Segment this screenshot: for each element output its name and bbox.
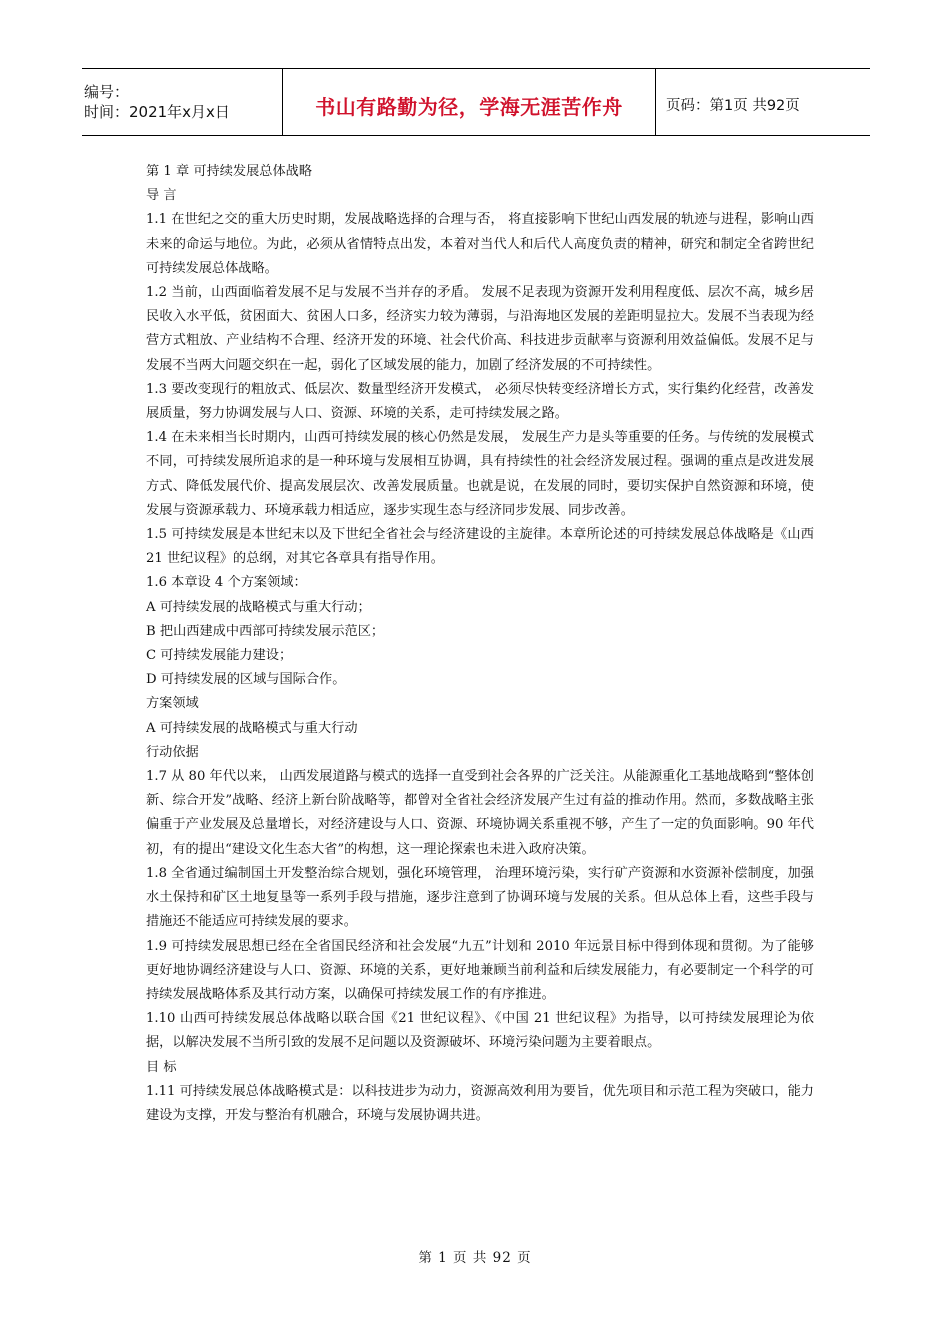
document-number-label: 编号： bbox=[84, 83, 130, 101]
paragraph: 1.6 本章设 4 个方案领域： bbox=[146, 575, 307, 591]
list-item: B 把山西建成中西部可持续发展示范区； bbox=[146, 623, 385, 639]
paragraph: 1.10 山西可持续发展总体战略以联合国《21 世纪议程》、《中国 21 世纪议程》为指导，以可持续发展理论为依据，以解决发展不当所引致的发展不足问题以及资源破坏、环境污染问题为主要着眼点。 bbox=[146, 1011, 814, 1051]
header-motto: 书山有路勤为径，学海无涯苦作舟 bbox=[315, 94, 623, 119]
list-item: C 可持续发展能力建设； bbox=[146, 648, 293, 664]
document-body bbox=[146, 160, 814, 1128]
document-date: 时间：2021年x月x日 bbox=[84, 103, 230, 121]
paragraph: 1.11 可持续发展总体战略模式是：以科技进步为动力，资源高效利用为要旨，优先项目和示范工程为突破口，能力建设为支撑，开发与整治有机融合，环境与发展协调共进。 bbox=[146, 1083, 814, 1123]
header-page-cell bbox=[656, 69, 870, 135]
paragraph: 1.1 在世纪之交的重大历史时期，发展战略选择的合理与否， 将直接影响下世纪山西发展的轨迹与进程，影响山西未来的命运与地位。为此，必须从省情特点出发，本着对当代人和后代人高度负责的精神，研究和制定全省跨世纪可持续发展总体战略。 bbox=[146, 212, 814, 276]
section-heading: A 可持续发展的战略模式与重大行动 bbox=[146, 720, 358, 736]
paragraph: 1.5 可持续发展是本世纪末以及下世纪全省社会与经济建设的主旋律。本章所论述的可持续发展总体战略是《山西 21 世纪议程》的总纲，对其它各章具有指导作用。 bbox=[146, 527, 814, 567]
page-footer: 第 1 页 共 92 页 bbox=[418, 1250, 532, 1266]
paragraph: 1.2 当前，山西面临着发展不足与发展不当并存的矛盾。 发展不足表现为资源开发利用程度低、层次不高，城乡居民收入水平低，贫困面大、贫困人口多，经济实力较为薄弱，与沿海地区发展的差距明显拉大。发展不当表现为经营方式粗放、产业结构不合理、经济开发的环境、社会代价高、科技进步贡献率与资源利用效益偏低。发展不足与发展不当两大问题交织在一起，弱化了区域发展的能力，加剧了经济发展的不可持续性。 bbox=[146, 285, 814, 373]
paragraph: 1.3 要改变现行的粗放式、低层次、数量型经济开发模式， 必须尽快转变经济增长方式，实行集约化经营，改善发展质量，努力协调发展与人口、资源、环境的关系，走可持续发展之路。 bbox=[146, 381, 814, 422]
section-heading: 导 言 bbox=[146, 188, 177, 204]
section-heading: 方案领域 bbox=[146, 696, 199, 712]
list-item: A 可持续发展的战略模式与重大行动； bbox=[146, 599, 371, 615]
paragraph: 1.9 可持续发展思想已经在全省国民经济和社会发展“九五”计划和 2010 年远景目标中得到体现和贯彻。为了能够更好地协调经济建设与人口、资源、环境的关系，更好地兼顾当前利益和后续发展能力，有必要制定一个科学的可持续发展战略体系及其行动方案，以确保可持续发展工作的有序推进。 bbox=[146, 938, 814, 1002]
list-item: D 可持续发展的区域与国际合作。 bbox=[146, 672, 346, 688]
page-header bbox=[82, 68, 870, 136]
header-meta bbox=[82, 69, 282, 135]
paragraph: 1.7 从 80 年代以来， 山西发展道路与模式的选择一直受到社会各界的广泛关注。从能源重化工基地战略到“整体创新、综合开发”战略、经济上新台阶战略等，都曾对全省社会经济发展产生过有益的推动作用。然而，多数战略主张偏重于产业发展及总量增长，对经济建设与人口、资源、环境协调关系重视不够，产生了一定的负面影响。90 年代初，有的提出“建设文化生态大省”的构想，这一理论探索也未进入政府决策。 bbox=[146, 769, 814, 857]
section-heading: 目 标 bbox=[146, 1059, 177, 1075]
header-motto-cell bbox=[282, 69, 656, 135]
chapter-title: 第 1 章 可持续发展总体战略 bbox=[146, 164, 313, 179]
paragraph: 1.4 在未来相当长时期内，山西可持续发展的核心仍然是发展， 发展生产力是头等重要的任务。与传统的发展模式不同，可持续发展所追求的是一种环境与发展相互协调，具有持续性的社会经济发展过程。强调的重点是改进发展方式、降低发展代价、提高发展层次、改善发展质量。也就是说，在发展的同时，要切实保护自然资源和环境，使发展与资源承载力、环境承载力相适应，逐步实现生态与经济同步发展、同步改善。 bbox=[146, 430, 814, 518]
paragraph: 1.8 全省通过编制国土开发整治综合规划，强化环境管理， 治理环境污染，实行矿产资源和水资源补偿制度，加强水土保持和矿区土地复垦等一系列手段与措施，逐步注意到了协调环境与发展的关系。但从总体上看，这些手段与措施还不能适应可持续发展的要求。 bbox=[146, 865, 814, 930]
header-page-info: 页码：第1页 共92页 bbox=[666, 97, 800, 114]
section-heading: 行动依据 bbox=[146, 744, 199, 760]
